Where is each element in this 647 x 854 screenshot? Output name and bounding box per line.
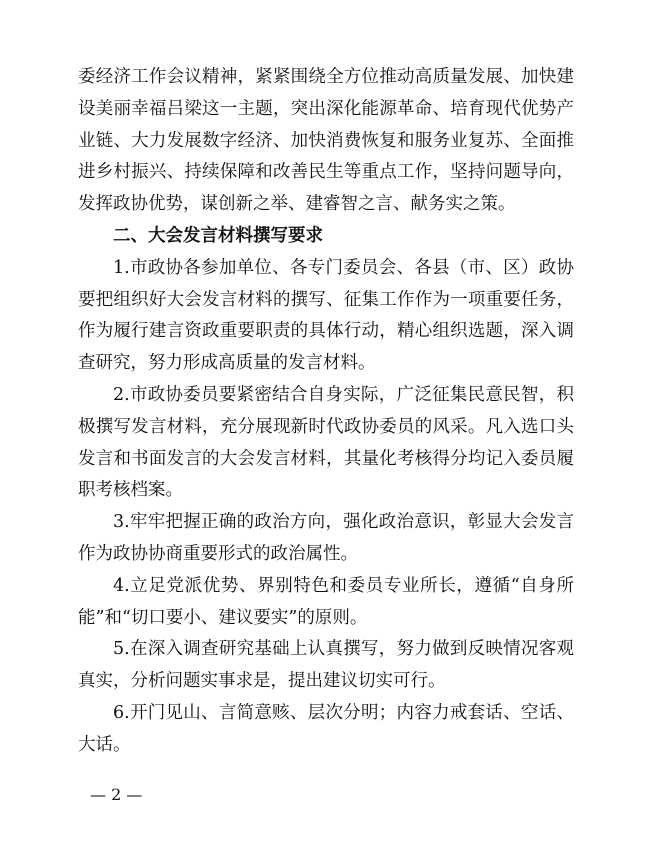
text-line: 2.市政协委员要紧密结合自身实际，广泛征集民意民智，积 — [113, 384, 574, 405]
text-line: 3.牢牢把握正确的政治方向，强化政治意识，彰显大会发言 — [113, 512, 574, 533]
text-line: 真实，分析问题实事求是，提出建议切实可行。 — [78, 671, 446, 692]
text-line: 业链、大力发展数字经济、加快消费恢复和服务业复苏、全面推 — [78, 130, 574, 151]
text-line: 查研究，努力形成高质量的发言材料。 — [78, 353, 376, 374]
text-line: 设美丽幸福吕梁这一主题，突出深化能源革命、培育现代优势产 — [78, 98, 574, 119]
text-line: 职考核档案。 — [78, 480, 183, 501]
text-line: 作为履行建言资政重要职责的具体行动，精心组织选题，深入调 — [78, 321, 574, 342]
page-number: — 2 — — [90, 785, 143, 804]
text-line: 发言和书面发言的大会发言材料，其量化考核得分均记入委员履 — [78, 448, 574, 469]
text-line: 能”和“切口要小、建议要实”的原则。 — [78, 607, 368, 628]
text-line: 5.在深入调查研究基础上认真撰写，努力做到反映情况客观 — [113, 639, 574, 660]
section-heading: 二、大会发言材料撰写要求 — [113, 225, 323, 246]
text-line: 作为政协协商重要形式的政治属性。 — [78, 543, 358, 564]
text-line: 要把组织好大会发言材料的撰写、征集工作作为一项重要任务， — [78, 289, 574, 310]
text-line: 4.立足党派优势、界别特色和委员专业所长，遵循“自身所 — [113, 575, 574, 596]
text-line: 进乡村振兴、持续保障和改善民生等重点工作，坚持问题导向， — [78, 162, 574, 183]
document-body — [78, 62, 574, 762]
text-line: 6.开门见山、言简意赅、层次分明；内容力戒套话、空话、 — [113, 702, 574, 723]
text-line: 1.市政协各参加单位、各专门委员会、各县（市、区）政协 — [113, 257, 574, 278]
text-line: 发挥政协优势，谋创新之举、建睿智之言、献务实之策。 — [78, 194, 516, 215]
text-line: 委经济工作会议精神，紧紧围绕全方位推动高质量发展、加快建 — [78, 67, 574, 87]
text-line: 大话。 — [78, 734, 131, 755]
text-line: 极撰写发言材料，充分展现新时代政协委员的风采。凡入选口头 — [78, 416, 574, 437]
